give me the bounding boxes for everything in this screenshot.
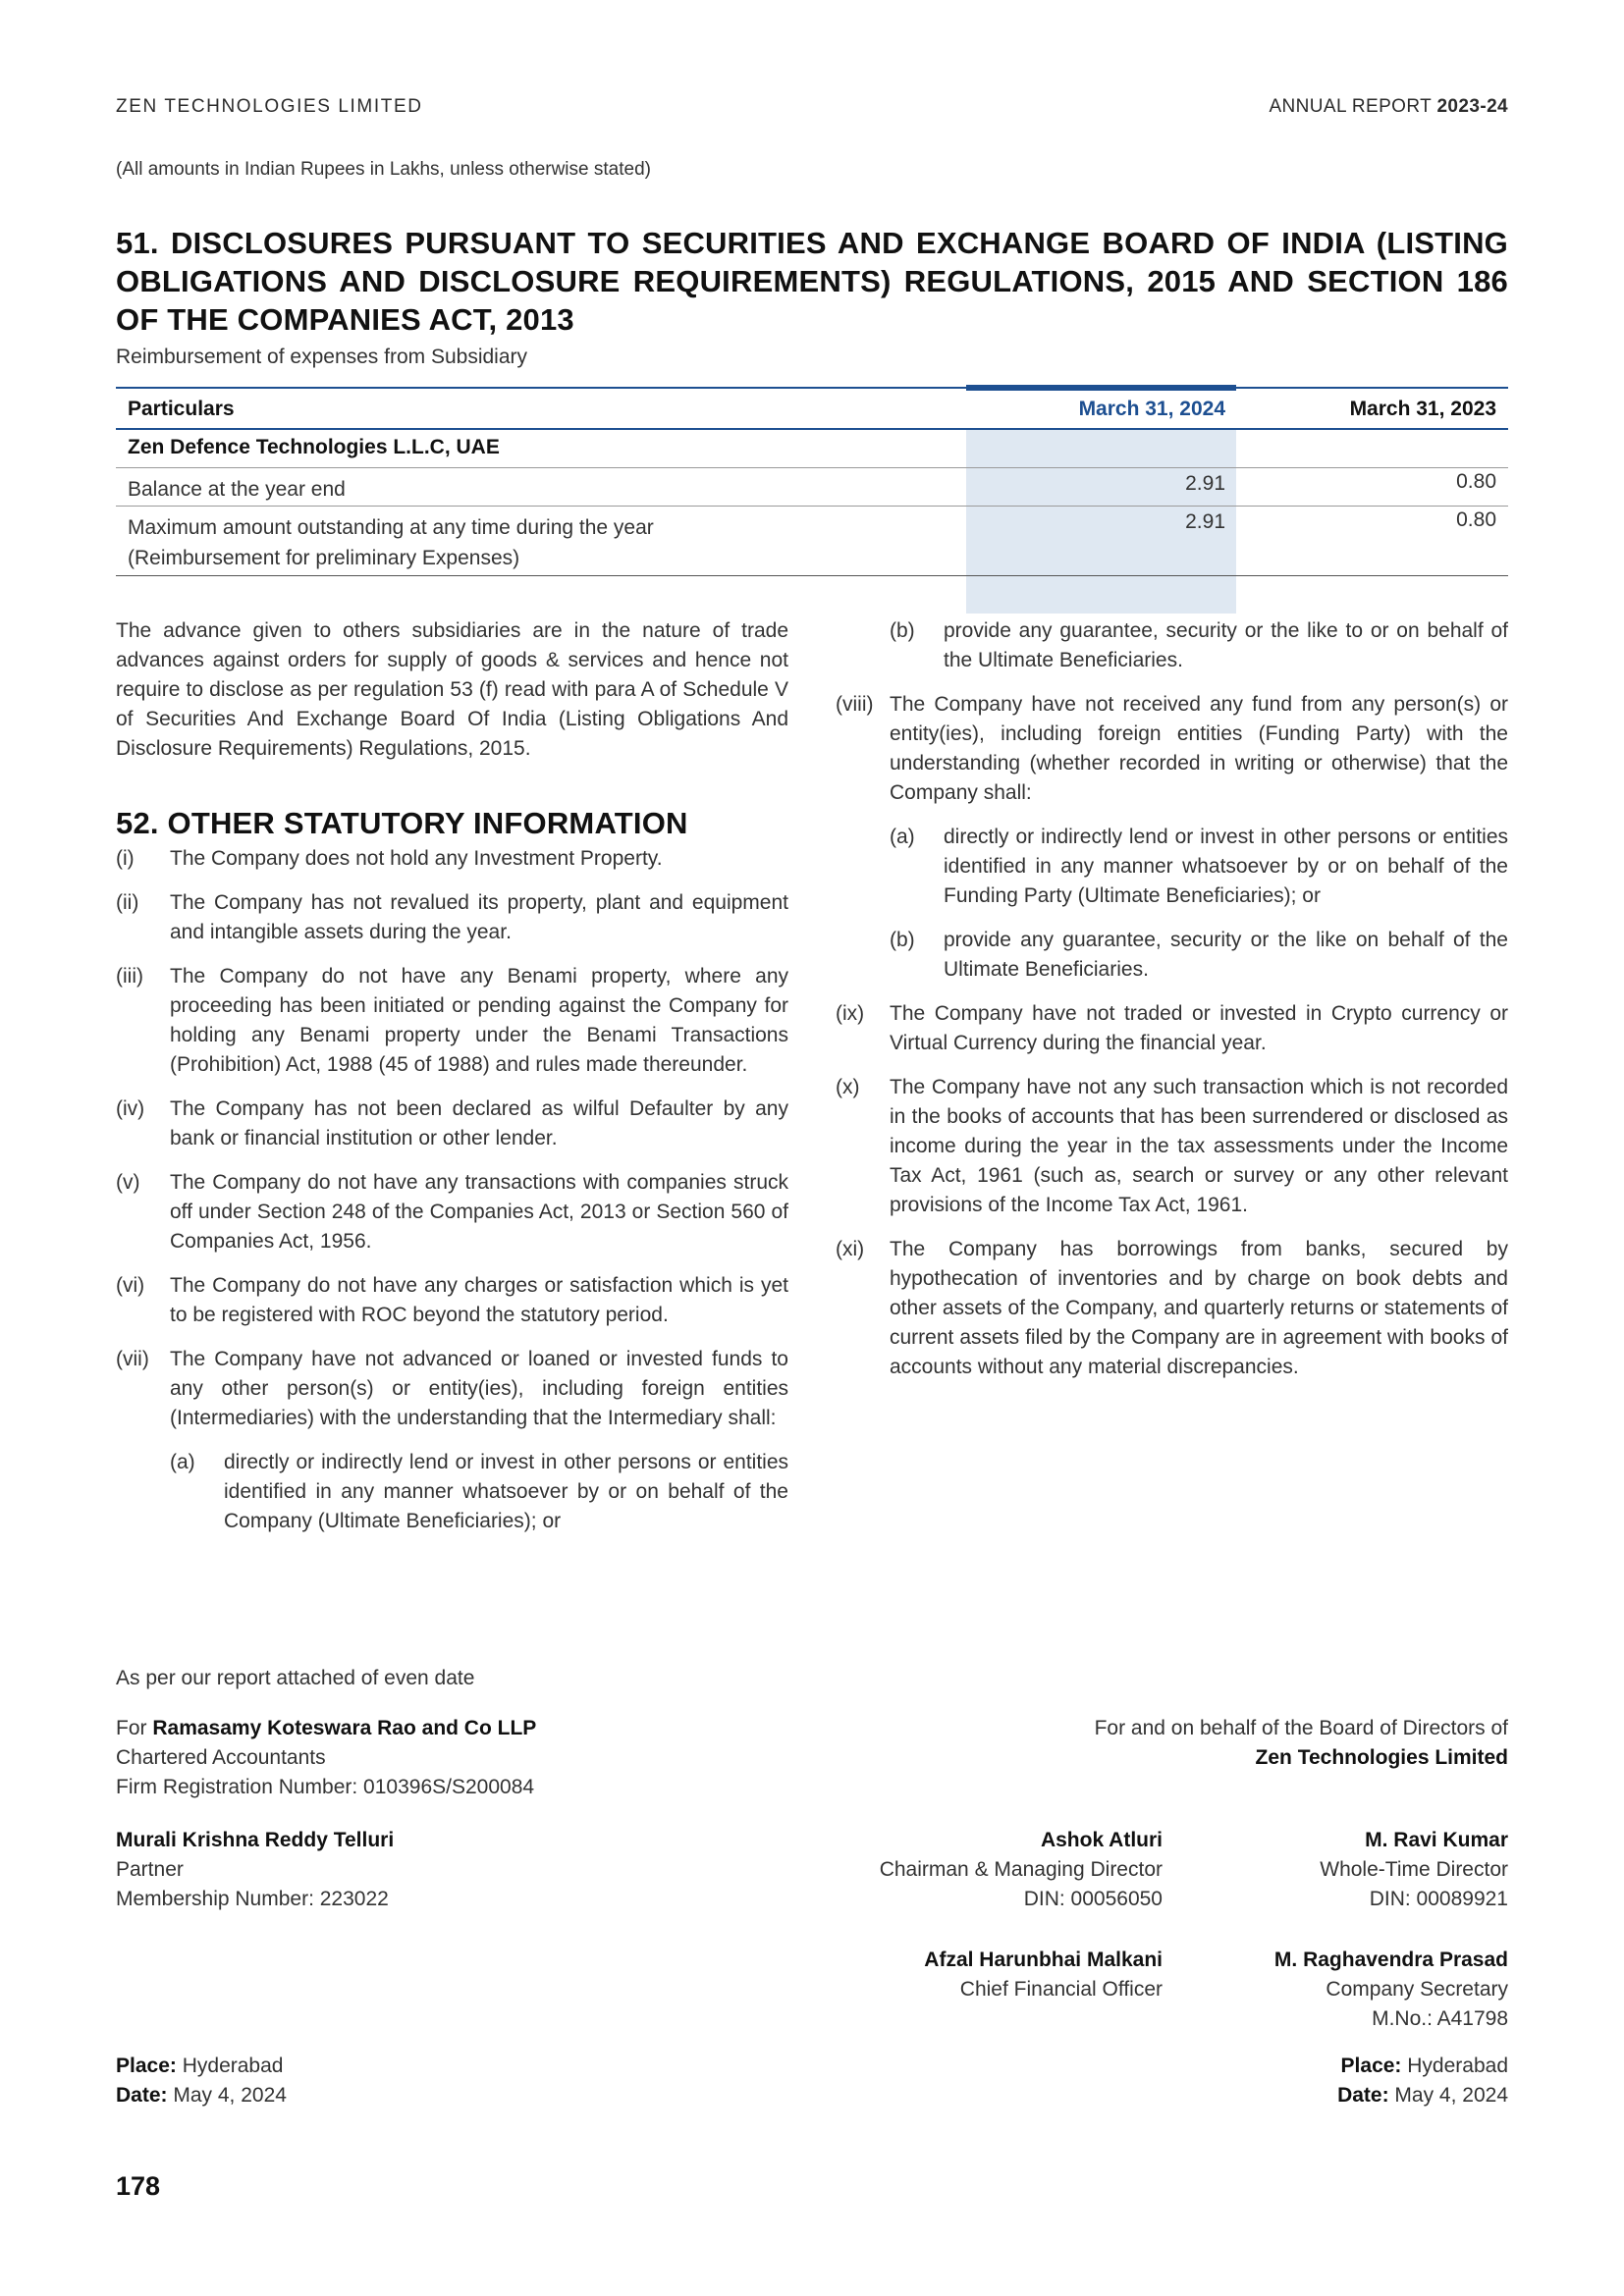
- list-item: [836, 1073, 1508, 1220]
- section-52-title: 52. OTHER STATUTORY INFORMATION: [116, 806, 688, 840]
- sub-item-text: provide any guarantee, security or the like to or on behalf of the Ultimate Beneficiaries.: [944, 619, 1508, 671]
- director-role: Chairman & Managing Director: [879, 1858, 1163, 1881]
- item-number: (viii): [836, 693, 874, 716]
- item-number: (vi): [116, 1274, 145, 1297]
- director-id: DIN: 00089921: [1369, 1888, 1508, 1910]
- item-text: The Company have not received any fund from any person(s) or entity(ies), including foreign entities (Funding Party) with the understanding (whether recorded in writing or otherwise) that the Company shall:: [890, 693, 1508, 804]
- row-label-line1: Maximum amount outstanding at any time during the year: [128, 516, 654, 539]
- item-number: (iii): [116, 965, 143, 988]
- item-text: The Company do not have any transactions with companies struck off under Section 248 of the Companies Act, 2013 or Section 560 of Companies Act, 1956.: [170, 1171, 788, 1253]
- partner-block: [116, 1826, 394, 1914]
- section-51-note: The advance given to others subsidiaries are in the nature of trade advances against orders for supply of goods & services and hence not require to disclose as per regulation 53 (f) read with para A of Schedule V of Securities And Exchange Board Of India (Listing Obligations And Disclosure Requirements) Regulations, 2015.: [116, 619, 788, 760]
- board-line: For and on behalf of the Board of Directors of: [1094, 1717, 1508, 1739]
- date-value: May 4, 2024: [1394, 2084, 1508, 2107]
- list-item: [116, 962, 788, 1080]
- row-value-2024: 2.91: [1185, 510, 1225, 533]
- table-row: [116, 468, 1508, 507]
- header-march-2024: March 31, 2024: [1078, 398, 1225, 420]
- section-51-title: 51. DISCLOSURES PURSUANT TO SECURITIES AND EXCHANGE BOARD OF INDIA (LISTING OBLIGATIONS AND DISCLOSURE REQUIREMENTS) REGULATIONS, 2015 AND SECTION 186 OF THE COMPANIES ACT, 2013: [116, 226, 1508, 337]
- place-label: Place:: [116, 2055, 177, 2077]
- item-number: (vii): [116, 1348, 149, 1370]
- row-label-line2: (Reimbursement for preliminary Expenses): [128, 547, 520, 569]
- auditor-place-date: [116, 2052, 287, 2110]
- officer-role: Chief Financial Officer: [959, 1978, 1163, 2001]
- partner-role: Partner: [116, 1858, 184, 1881]
- list-item: [116, 1271, 788, 1330]
- sub-item: [890, 926, 1508, 985]
- board-block: [1095, 1714, 1508, 1773]
- director-name: Ashok Atluri: [1040, 1829, 1163, 1851]
- item-number: (xi): [836, 1238, 865, 1260]
- list-item: [116, 888, 788, 947]
- item-number: (x): [836, 1076, 860, 1098]
- report-label: ANNUAL REPORT: [1269, 96, 1432, 117]
- table-row: [116, 507, 1508, 576]
- officer-block: [1274, 1946, 1508, 2034]
- amounts-note: (All amounts in Indian Rupees in Lakhs, unless otherwise stated): [116, 159, 651, 180]
- item-text: The Company have not any such transaction which is not recorded in the books of accounts that has been surrendered or disclosed as income during the year in the tax assessments under the Income Tax Act, 1961 (such as, search or survey or any other relevant provisions of the Income Tax Act, 1961.: [890, 1076, 1508, 1216]
- item-text: The Company have not advanced or loaned or invested funds to any other person(s) or entity(ies), including foreign entities (Intermediaries) with the understanding that the Intermediary shall:: [170, 1348, 788, 1429]
- auditor-frn: Firm Registration Number: 010396S/S200084: [116, 1776, 535, 1798]
- officer-block: [924, 1946, 1163, 2004]
- report-page: [116, 0, 1508, 2296]
- officer-name: Afzal Harunbhai Malkani: [924, 1949, 1163, 1971]
- item-text: The Company have not traded or invested in Crypto currency or Virtual Currency during the financial year.: [890, 1002, 1508, 1054]
- director-id: DIN: 00056050: [1023, 1888, 1163, 1910]
- header-march-2023: March 31, 2023: [1349, 398, 1496, 420]
- report-note: As per our report attached of even date: [116, 1667, 475, 1689]
- row-value-2023: 0.80: [1456, 508, 1496, 531]
- sub-item-letter: (a): [170, 1451, 195, 1473]
- table-header-row: [116, 391, 1508, 430]
- sub-item: [890, 616, 1508, 675]
- item-number: (i): [116, 847, 135, 870]
- for-prefix: For: [116, 1717, 147, 1739]
- list-item: [116, 844, 788, 874]
- auditor-type: Chartered Accountants: [116, 1746, 326, 1769]
- group-label: Zen Defence Technologies L.L.C, UAE: [128, 436, 500, 458]
- sub-item-text: provide any guarantee, security or the like on behalf of the Ultimate Beneficiaries.: [944, 929, 1508, 981]
- item-number: (ii): [116, 891, 139, 914]
- row-value-2024: 2.91: [1185, 472, 1225, 495]
- item-text: The Company do not have any Benami property, where any proceeding has been initiated or pending against the Company for holding any Benami property under the Benami Transactions (Prohibition) Act, 1988 (45 of 1988) and rules made thereunder.: [170, 965, 788, 1076]
- date-label: Date:: [116, 2084, 168, 2107]
- list-item: [116, 1095, 788, 1153]
- item-text: The Company does not hold any Investment Property.: [170, 847, 663, 870]
- item-number: (iv): [116, 1097, 145, 1120]
- director-block: [1320, 1826, 1508, 1914]
- sub-item-letter: (a): [890, 826, 915, 848]
- section-51-subtitle: Reimbursement of expenses from Subsidiary: [116, 346, 528, 368]
- list-item: [116, 1345, 788, 1433]
- auditor-firm: Ramasamy Koteswara Rao and Co LLP: [152, 1717, 537, 1739]
- row-label: [128, 512, 654, 573]
- item-text: The Company has borrowings from banks, secured by hypothecation of inventories and by charge on book debts and other assets of the Company, and quarterly returns or statements of current assets filed by the Company are in agreement with books of accounts without any material discrepancies.: [890, 1238, 1508, 1378]
- sub-item-text: directly or indirectly lend or invest in other persons or entities identified in any manner whatsoever by or on behalf of the Funding Party (Ultimate Beneficiaries); or: [944, 826, 1508, 907]
- row-label: Balance at the year end: [128, 478, 346, 501]
- row-value-2023: 0.80: [1456, 470, 1496, 493]
- table-group-row: [116, 430, 1508, 468]
- report-year: 2023-24: [1436, 96, 1508, 117]
- list-item: [116, 1168, 788, 1256]
- list-item: [836, 1235, 1508, 1382]
- page-number: 178: [116, 2171, 161, 2201]
- partner-membership: Membership Number: 223022: [116, 1888, 389, 1910]
- director-block: [880, 1826, 1163, 1914]
- item-number: (v): [116, 1171, 140, 1194]
- list-item: [836, 999, 1508, 1058]
- auditor-firm-line: [116, 1714, 536, 1743]
- officer-name: M. Raghavendra Prasad: [1273, 1949, 1508, 1971]
- sub-item-letter: (b): [890, 619, 915, 642]
- item-text: The Company has not revalued its property, plant and equipment and intangible assets during the year.: [170, 891, 788, 943]
- table-top-rule: [116, 387, 1508, 389]
- place-value: Hyderabad: [182, 2055, 284, 2077]
- item-text: The Company do not have any charges or satisfaction which is yet to be registered with ROC beyond the statutory period.: [170, 1274, 788, 1326]
- date-label: Date:: [1337, 2084, 1389, 2107]
- place-label: Place:: [1340, 2055, 1402, 2077]
- date-value: May 4, 2024: [173, 2084, 287, 2107]
- director-name: M. Ravi Kumar: [1365, 1829, 1508, 1851]
- sub-item-letter: (b): [890, 929, 915, 951]
- auditor-block: [116, 1714, 536, 1802]
- header-particulars: Particulars: [128, 398, 235, 420]
- place-value: Hyderabad: [1407, 2055, 1508, 2077]
- item-text: The Company has not been declared as wilful Defaulter by any bank or financial institution or other lender.: [170, 1097, 788, 1149]
- board-company: Zen Technologies Limited: [1255, 1746, 1508, 1769]
- company-header: ZEN TECHNOLOGIES LIMITED: [116, 96, 423, 117]
- director-role: Whole-Time Director: [1320, 1858, 1508, 1881]
- right-column: [836, 616, 1508, 1397]
- board-place-date: [1337, 2052, 1508, 2110]
- officer-role: Company Secretary: [1326, 1978, 1508, 2001]
- sub-item-text: directly or indirectly lend or invest in other persons or entities identified in any manner whatsoever by or on behalf of the Company (Ultimate Beneficiaries); or: [224, 1451, 788, 1532]
- left-column: [116, 616, 788, 1551]
- partner-name: Murali Krishna Reddy Telluri: [116, 1829, 395, 1851]
- officer-id: M.No.: A41798: [1372, 2007, 1508, 2030]
- report-header: [1269, 96, 1508, 118]
- sub-item: [170, 1448, 788, 1536]
- list-item: [836, 690, 1508, 808]
- item-number: (ix): [836, 1002, 865, 1025]
- sub-item: [890, 823, 1508, 911]
